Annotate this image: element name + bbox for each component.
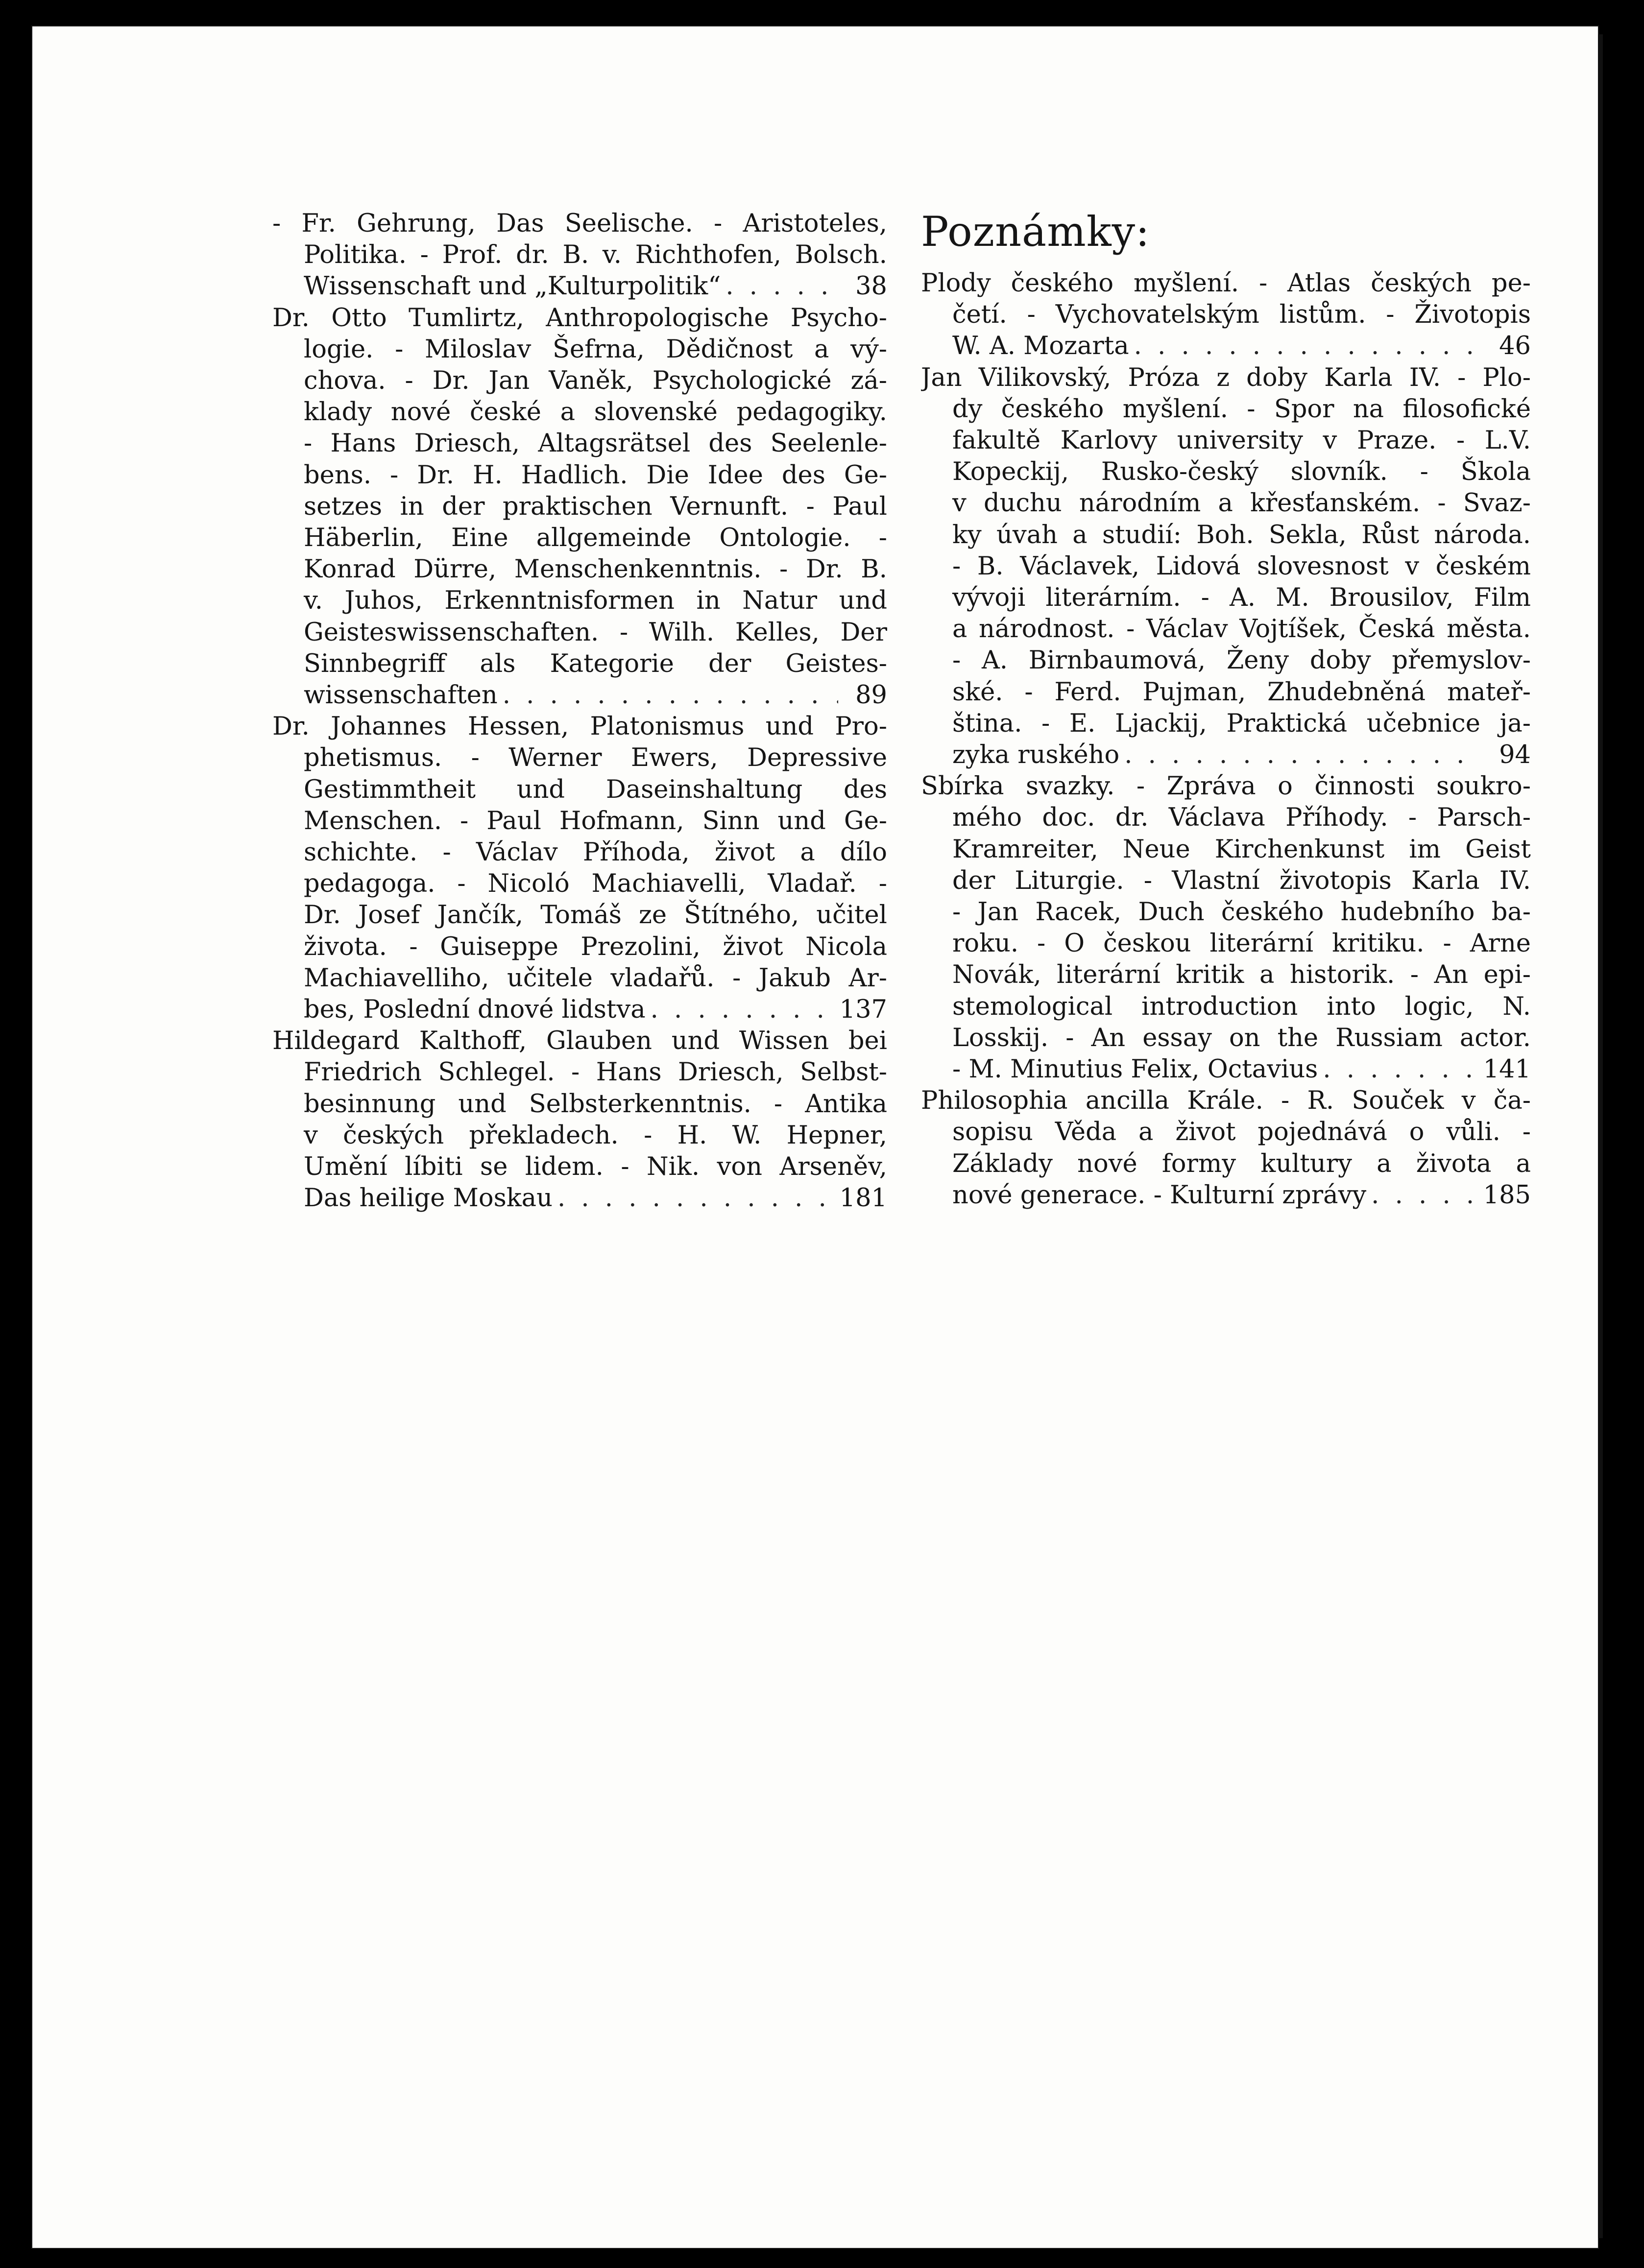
- toc-entry-text: nové generace. - Kulturní zprávy: [952, 1180, 1367, 1210]
- toc-right-column: [921, 208, 1531, 1211]
- toc-entry-line: roku. - O českou literární kritiku. - Arne: [952, 929, 1531, 958]
- toc-entry-line: [921, 1180, 1531, 1211]
- leader-dots: [1134, 331, 1482, 362]
- toc-entry: [272, 711, 887, 1026]
- toc-entry-line: Dr. Otto Tumlirtz, Anthropologische Psycho-: [272, 303, 887, 333]
- page-number: 185: [1483, 1180, 1531, 1210]
- toc-left-column: [272, 208, 887, 1215]
- toc-entry-line: logie. - Miloslav Šefrna, Dědičnost a vý-: [304, 334, 887, 364]
- page-number: 141: [1483, 1055, 1531, 1084]
- toc-entry-text: Das heilige Moskau: [304, 1184, 553, 1213]
- toc-entry-line: Sbírka svazky. - Zpráva o činnosti soukro-: [921, 772, 1531, 801]
- toc-entry-line: Novák, literární kritik a historik. - An epi-: [952, 960, 1531, 990]
- toc-entry-line: klady nové české a slovenské pedagogiky.: [304, 398, 887, 427]
- toc-entry-line: Jan Vilikovský, Próza z doby Karla IV. - Plo-: [921, 363, 1531, 392]
- page-edge-shadow: [1598, 34, 1603, 2238]
- toc-entry-line: mého doc. dr. Václava Příhody. - Parsch-: [952, 803, 1531, 833]
- toc-entry-line: sopisu Věda a život pojednává o vůli. -: [952, 1118, 1531, 1147]
- toc-entry-line: Losskij. - An essay on the Russiam actor.: [952, 1023, 1531, 1052]
- toc-entry-line: ština. - E. Ljackij, Praktická učebnice ja-: [952, 709, 1531, 738]
- toc-entry-line: bens. - Dr. H. Hadlich. Die Idee des Ge-: [304, 460, 887, 490]
- toc-entry: [921, 268, 1531, 362]
- page-number: 89: [855, 681, 887, 710]
- toc-entry-line: [272, 994, 887, 1026]
- toc-entry-line: Machiavelliho, učitele vladařů. - Jakub Ar-: [304, 963, 887, 993]
- toc-entry-line: Gestimmtheit und Daseinshaltung des: [304, 775, 887, 804]
- toc-entry-line: [921, 740, 1531, 771]
- toc-entry-line: stemological introduction into logic, N.: [952, 992, 1531, 1021]
- leader-dots: [1323, 1054, 1478, 1085]
- toc-entry-line: Dr. Josef Jančík, Tomáš ze Štítného, učitel: [304, 901, 887, 930]
- toc-entry-line: Umění líbiti se lidem. - Nik. von Arseněv,: [304, 1152, 887, 1182]
- toc-entry-line: v. Juhos, Erkenntnisformen in Natur und: [304, 586, 887, 616]
- toc-entry: [272, 1026, 887, 1214]
- toc-entry-line: vývoji literárním. - A. M. Brousilov, Film: [952, 583, 1531, 613]
- leader-dots: [557, 1183, 835, 1214]
- toc-entry-line: fakultě Karlovy university v Praze. - L.V.: [952, 426, 1531, 455]
- toc-entry-text: wissenschaften: [304, 681, 498, 710]
- toc-entry-text: Wissenschaft und „Kulturpolitik“: [304, 272, 721, 301]
- toc-entry-line: chova. - Dr. Jan Vaněk, Psychologické zá-: [304, 366, 887, 396]
- toc-entry-line: Kopeckij, Rusko-český slovník. - Škola: [952, 457, 1531, 487]
- toc-entry: [272, 303, 887, 712]
- toc-entry-line: Friedrich Schlegel. - Hans Driesch, Selbst-: [304, 1058, 887, 1087]
- toc-entry-line: Menschen. - Paul Hofmann, Sinn und Ge-: [304, 806, 887, 836]
- toc-entry-line: v duchu národním a křesťanském. - Svaz-: [952, 489, 1531, 518]
- toc-entry-line: Geisteswissenschaften. - Wilh. Kelles, Der: [304, 618, 887, 647]
- toc-entry-line: schichte. - Václav Příhoda, život a dílo: [304, 838, 887, 867]
- toc-entry-line: Dr. Johannes Hessen, Platonismus und Pro-: [272, 712, 887, 741]
- notes-heading: Poznámky:: [921, 208, 1150, 256]
- toc-entry-line: [272, 1183, 887, 1214]
- toc-entry: [921, 1085, 1531, 1211]
- toc-entry-line: [921, 331, 1531, 362]
- toc-entry-line: - Fr. Gehrung, Das Seelische. - Aristoteles,: [272, 209, 887, 238]
- leader-dots: [1124, 740, 1482, 771]
- toc-entry-line: ky úvah a studií: Boh. Sekla, Růst národa.: [952, 520, 1531, 549]
- toc-entry-line: dy českého myšlení. - Spor na filosofické: [952, 394, 1531, 424]
- toc-entry-line: četí. - Vychovatelským listům. - Životopis: [952, 300, 1531, 330]
- toc-entry-text: zyka ruského: [952, 740, 1120, 770]
- page-number: 46: [1499, 332, 1531, 361]
- toc-entry-line: Philosophia ancilla Krále. - R. Souček v ča-: [921, 1086, 1531, 1116]
- toc-entry-line: Sinnbegriff als Kategorie der Geistes-: [304, 649, 887, 678]
- page-number: 94: [1499, 740, 1531, 770]
- page-number: 181: [839, 1184, 887, 1213]
- toc-entry: [272, 208, 887, 303]
- toc-entry-line: Plody českého myšlení. - Atlas českých pe-: [921, 269, 1531, 298]
- toc-entry-line: besinnung und Selbsterkenntnis. - Antika: [304, 1089, 887, 1119]
- leader-dots: [651, 994, 835, 1026]
- toc-entry-line: Konrad Dürre, Menschenkenntnis. - Dr. B.: [304, 555, 887, 584]
- toc-entry: [921, 362, 1531, 771]
- toc-entry-line: Hildegard Kalthoff, Glauben und Wissen bei: [272, 1027, 887, 1056]
- page-number: 38: [855, 272, 887, 301]
- toc-entry-line: [272, 271, 887, 302]
- toc-entry-line: - A. Birnbaumová, Ženy doby přemyslov-: [952, 646, 1531, 675]
- toc-entry-line: - Hans Driesch, Altagsrätsel des Seelenle-: [304, 429, 887, 458]
- toc-entry-line: ské. - Ferd. Pujman, Zhudebněná mateř-: [952, 677, 1531, 707]
- toc-entry-line: v českých překladech. - H. W. Hepner,: [304, 1121, 887, 1150]
- toc-entry-line: setzes in der praktischen Vernunft. - Paul: [304, 492, 887, 521]
- toc-entry-line: phetismus. - Werner Ewers, Depressive: [304, 743, 887, 773]
- toc-entry-line: [921, 1054, 1531, 1085]
- toc-entry-line: Häberlin, Eine allgemeinde Ontologie. -: [304, 524, 887, 553]
- toc-entry-text: W. A. Mozarta: [952, 332, 1129, 361]
- toc-entry-line: života. - Guiseppe Prezolini, život Nicola: [304, 932, 887, 961]
- toc-entry-line: Politika. - Prof. dr. B. v. Richthofen, Bolsch.: [304, 240, 887, 270]
- page-number: 137: [839, 995, 887, 1025]
- toc-entry-text: - M. Minutius Felix, Octavius: [952, 1055, 1318, 1084]
- leader-dots: [725, 271, 838, 302]
- toc-entry: [921, 771, 1531, 1085]
- leader-dots: [1371, 1180, 1478, 1211]
- toc-entry-line: der Liturgie. - Vlastní životopis Karla IV.: [952, 866, 1531, 895]
- toc-entry-line: [272, 680, 887, 711]
- toc-entry-line: pedagoga. - Nicoló Machiavelli, Vladař. -: [304, 869, 887, 899]
- toc-entry-line: - B. Václavek, Lidová slovesnost v českém: [952, 551, 1531, 581]
- toc-entry-line: Kramreiter, Neue Kirchenkunst im Geist: [952, 835, 1531, 864]
- toc-entry-text: bes, Poslední dnové lidstva: [304, 995, 646, 1025]
- leader-dots: [503, 680, 838, 711]
- toc-entry-line: - Jan Racek, Duch českého hudebního ba-: [952, 898, 1531, 927]
- toc-entry-line: a národnost. - Václav Vojtíšek, Česká města.: [952, 615, 1531, 644]
- toc-entry-line: Základy nové formy kultury a života a: [952, 1149, 1531, 1178]
